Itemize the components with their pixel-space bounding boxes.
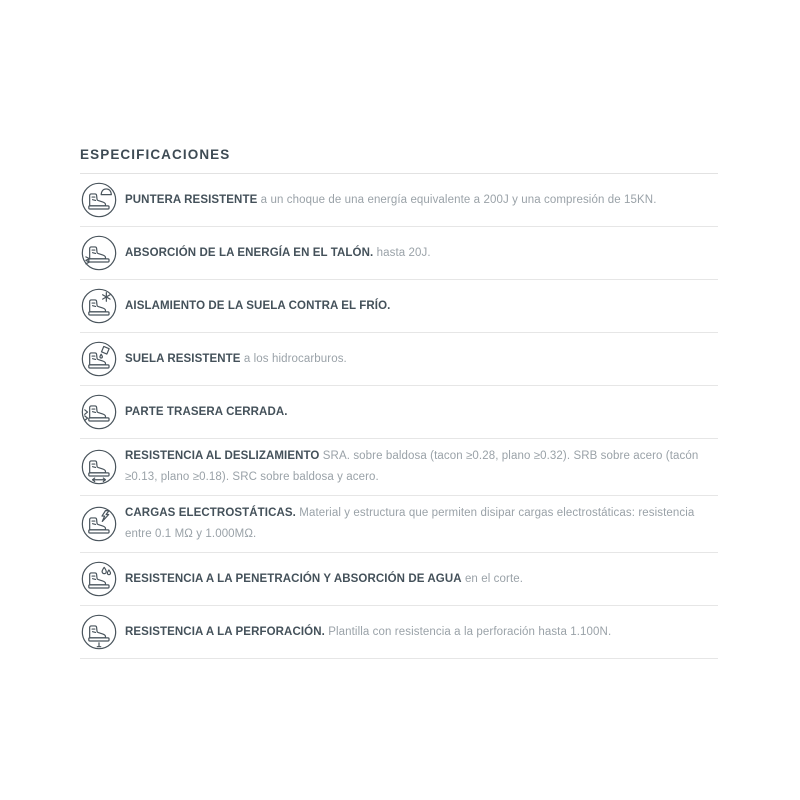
boot-closed-back-icon (80, 393, 118, 431)
spec-row-closed-back (80, 386, 718, 439)
boot-toe-impact-icon (80, 181, 118, 219)
spec-label: AISLAMIENTO DE LA SUELA CONTRA EL FRÍO. (125, 299, 391, 312)
boot-slip-resistance-icon (80, 448, 118, 486)
spec-row-water-penetration (80, 553, 718, 606)
spec-row-hydrocarbons (80, 333, 718, 386)
spec-label: PARTE TRASERA CERRADA. (125, 405, 288, 418)
boot-cold-insulation-icon (80, 287, 118, 325)
spec-description: Plantilla con resistencia a la perforación hasta 1.100N. (328, 625, 612, 638)
spec-description: hasta 20J. (376, 246, 431, 259)
boot-perforation-resistance-icon (80, 613, 118, 651)
spec-description: en el corte. (464, 572, 524, 585)
spec-text (125, 503, 718, 545)
spec-description: a los hidrocarburos. (243, 352, 347, 365)
spec-label: PUNTERA RESISTENTE (125, 193, 258, 206)
boot-water-penetration-icon (80, 560, 118, 598)
spec-row-slip-resistance (80, 439, 718, 496)
spec-label: ABSORCIÓN DE LA ENERGÍA EN EL TALÓN. (125, 246, 374, 259)
spec-row-heel-energy (80, 227, 718, 280)
spec-text (125, 243, 431, 264)
spec-row-electrostatic (80, 496, 718, 553)
spec-text (125, 569, 523, 590)
spec-label: RESISTENCIA A LA PENETRACIÓN Y ABSORCIÓN DE AGUA (125, 572, 462, 585)
spec-row-cold-insulation (80, 280, 718, 333)
specifications-section (80, 147, 718, 659)
spec-text (125, 296, 390, 317)
spec-description: Material y estructura que permiten disipar cargas electrostáticas: resistencia entre 0.1 MΩ y 1.000MΩ. (125, 507, 695, 540)
spec-label: CARGAS ELECTROSTÁTICAS. (125, 507, 296, 519)
spec-text (125, 349, 347, 370)
spec-label: RESISTENCIA AL DESLIZAMIENTO (125, 450, 320, 462)
spec-description: a un choque de una energía equivalente a 200J y una compresión de 15KN. (260, 193, 657, 206)
section-title: ESPECIFICACIONES (80, 147, 718, 174)
spec-label: RESISTENCIA A LA PERFORACIÓN. (125, 625, 325, 638)
boot-heel-energy-absorption-icon (80, 234, 118, 272)
spec-text (125, 446, 718, 488)
spec-label: SUELA RESISTENTE (125, 352, 241, 365)
spec-row-perforation (80, 606, 718, 659)
spec-text (125, 190, 657, 211)
spec-row-toe-resistance (80, 174, 718, 227)
spec-text (125, 402, 288, 423)
boot-hydrocarbon-resistant-sole-icon (80, 340, 118, 378)
spec-text (125, 622, 611, 643)
boot-electrostatic-charges-icon (80, 505, 118, 543)
spec-description: SRA. sobre baldosa (tacon ≥0.28, plano ≥0.32). SRB sobre acero (tacón ≥0.13, plano ≥0.18). SRC sobre baldosa y acero. (125, 450, 699, 483)
